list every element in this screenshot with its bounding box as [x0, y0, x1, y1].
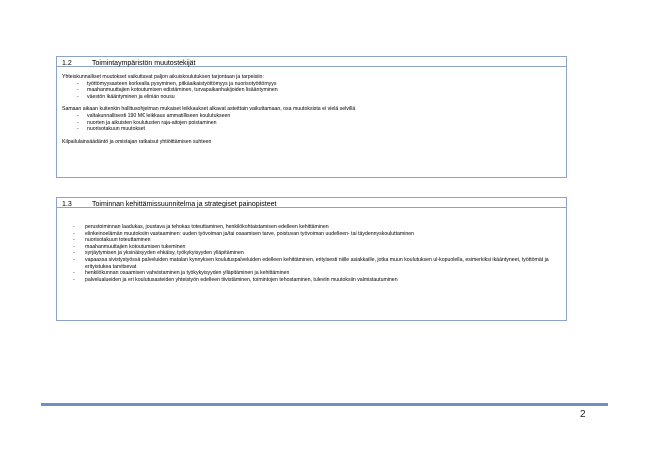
bullet-list	[62, 224, 561, 283]
dash-icon: -	[73, 237, 75, 244]
section-toimintaymparisto	[56, 56, 567, 178]
dash-icon: -	[77, 87, 79, 94]
bullet-list	[62, 81, 561, 101]
dash-icon: -	[73, 270, 75, 277]
section-heading	[57, 57, 566, 67]
dash-icon: -	[77, 126, 79, 133]
bullet-list	[62, 113, 561, 133]
dash-icon: -	[77, 112, 79, 119]
list-item: - syrjäytymisen ja yksinäisyyden ehkäisy, työkykyisyyden ylläpitäminen	[73, 250, 244, 257]
paragraph: Kilpailulainsäädäntö ja omistajan ratkaisut yhtiöittämisen suhteen	[62, 138, 212, 145]
dash-icon: -	[73, 224, 75, 230]
list-item: - valtakunnallisesti 190 M€ leikkaus ammatilliseen koulutukseen	[77, 112, 231, 119]
list-item: - perustoiminnan laadukas, joustava ja tehokas toteuttaminen, henkilökohtaistamisen edelleen kehittäminen	[73, 224, 329, 230]
list-item: - nuorten ja aikuisten koulutusten raja-aitojen poistaminen	[77, 119, 217, 126]
dash-icon: -	[77, 93, 79, 100]
section-title: Toimintaympäristön muutostekijät	[92, 60, 196, 67]
dash-icon: -	[73, 250, 75, 257]
paragraph: Yhteiskunnalliset muutokset vaikuttavat paljon aikuiskoulutuksen tarjontaan ja tarpeisiin:	[62, 74, 264, 80]
list-item: - vapaassa sivistystyössä palveluiden matalan kynnyksen koulutuspalveluiden edelleen kehittäminen, erityisesti niille asiakkaille, jotka muun koulutuksen ul-kopuolella, esimerkiksi ikääntyneet, työttömät ja erityistukea tarvitsevat	[73, 256, 549, 270]
list-item: - maahanmuuttajien kotoutumisen edistäminen, turvapaikanhakijoiden lisääntyminen	[77, 87, 278, 94]
dash-icon: -	[73, 230, 75, 237]
list-item: - palvelualueiden ja eri koulutusasteiden yhteistyön edelleen tiivistäminen, toimintojen tehostaminen, tuleviin muutoksiin valmistautuminen	[73, 276, 398, 283]
section-number: 1.2	[62, 60, 72, 67]
list-item: - nuorisotakuun muutokset	[77, 126, 145, 133]
section-heading	[57, 198, 566, 208]
section-body	[57, 208, 566, 283]
dash-icon: -	[73, 243, 75, 250]
list-item: - elinkeinoelämän muutoksiin vastaaminen: uuden työvoiman ja/tai osaamisen tarve, poistuvan työvoiman uudelleen- tai täydennyskouluttaminen	[73, 230, 415, 237]
section-body	[57, 67, 566, 145]
list-item: - nuorisotakuun toteuttaminen	[73, 237, 151, 244]
list-item: - työttömyysasteen korkealla pysyminen, pitkäaikaistyöttömyys ja nuorisotyöttömyys	[77, 80, 277, 87]
footer-divider	[41, 403, 608, 406]
section-kehittamissuunnitelma	[56, 197, 567, 321]
page-number: 2	[580, 409, 586, 420]
dash-icon: -	[77, 119, 79, 126]
paragraph: Samaan aikaan kuitenkin hallitusohjelman mukaiset leikkaukset alkavat asteittain vaikuttamaan, osa muutoksista ei vielä selvillä	[62, 106, 356, 113]
dash-icon: -	[77, 80, 79, 87]
section-number: 1.3	[62, 201, 72, 208]
dash-icon: -	[73, 256, 75, 263]
list-item: - maahanmuuttajien kotoutumisen tukeminen	[73, 243, 186, 250]
list-item: - väestön ikääntyminen ja elinián nousu	[77, 93, 175, 100]
list-item: - henkilökunnan osaamisen vahvistaminen ja työkykyisyyden ylläpitäminen ja kehittäminen	[73, 270, 290, 277]
dash-icon: -	[73, 276, 75, 283]
section-title: Toiminnan kehittämissuunnitelma ja strategiset painopisteet	[92, 201, 277, 208]
